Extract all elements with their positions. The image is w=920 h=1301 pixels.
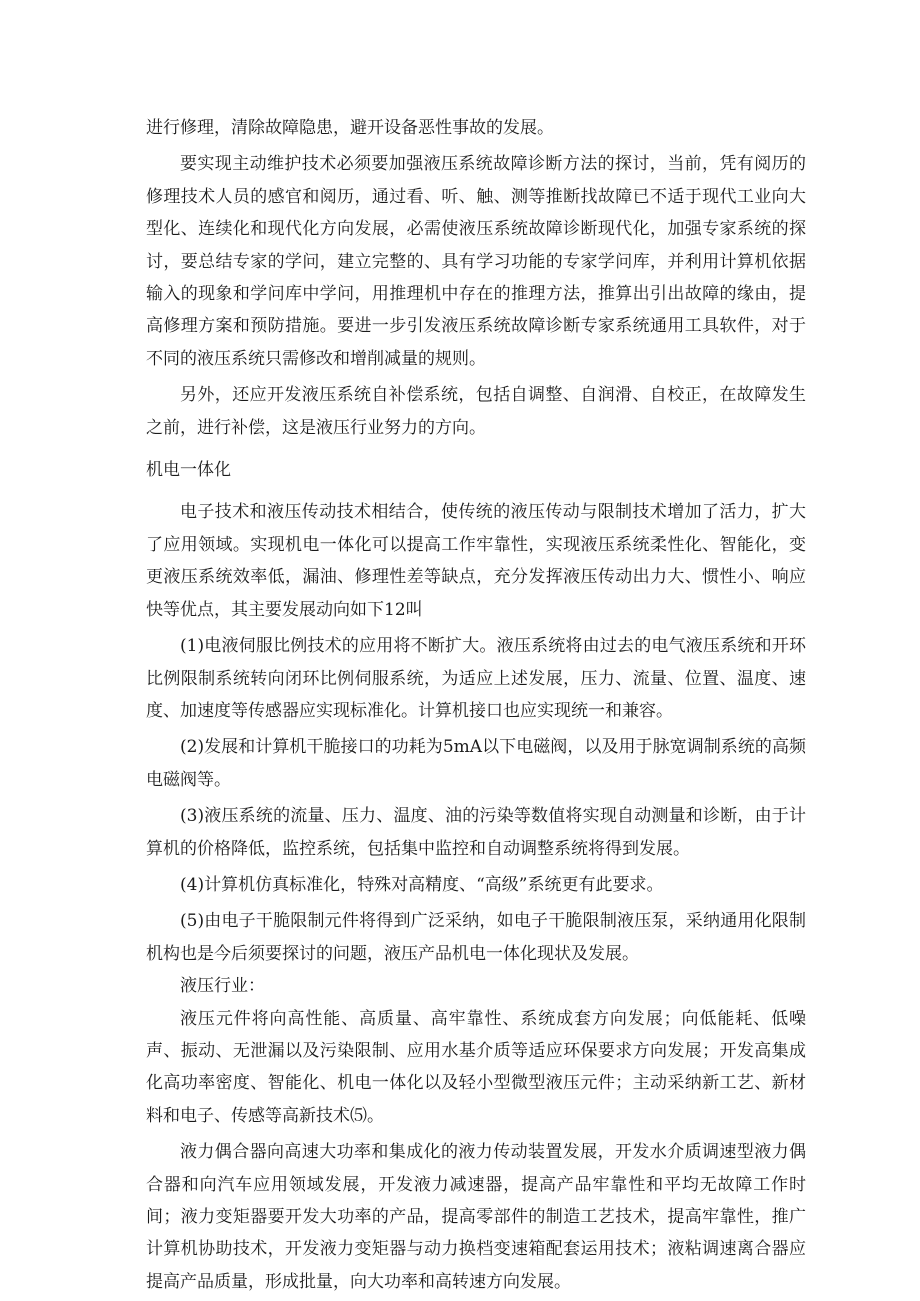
document-body (146, 112, 806, 1298)
paragraph-9: (5)由电子干脆限制元件将得到广泛采纳，如电子干脆限制液压泵，采纳通用化限制机构也是今后须要探讨的问题，液压产品机电一体化现状及发展。 (146, 911, 806, 964)
paragraph-11: 液压元件将向高性能、高质量、高牢靠性、系统成套方向发展；向低能耗、低噪声、振动、无泄漏以及污染限制、应用水基介质等适应环保要求方向发展；开发高集成化高功率密度、智能化、机电一体化以及轻小型微型液压元件；主动采纳新工艺、新材料和电子、传感等高新技术⑸。 (146, 1008, 806, 1126)
paragraph-3: 另外，还应开发液压系统自补偿系统，包括自调整、自润滑、自校正，在故障发生之前，进行补偿，这是液压行业努力的方向。 (146, 385, 806, 438)
paragraph-1: 进行修理，清除故障隐患，避开设备恶性事故的发展。 (146, 118, 554, 138)
paragraph-5: (1)电液伺服比例技术的应用将不断扩大。液压系统将由过去的电气液压系统和开环比例限制系统转向闭环比例伺服系统，为适应上述发展，压力、流量、位置、温度、速度、加速度等传感器应实现标准化。计算机接口也应实现统一和兼容。 (146, 636, 806, 721)
paragraph-4: 电子技术和液压传动技术相结合，使传统的液压传动与限制技术增加了活力，扩大了应用领域。实现机电一体化可以提高工作牢靠性，实现液压系统柔性化、智能化，变更液压系统效率低，漏油、修理性差等缺点，充分发挥液压传动出力大、惯性小、响应快等优点，其主要发展动向如下12叫 (146, 502, 806, 620)
paragraph-10: 液压行业： (180, 976, 265, 997)
paragraph-7: (3)液压系统的流量、压力、温度、油的污染等数值将实现自动测量和诊断，由于计算机的价格降低，监控系统，包括集中监控和自动调整系统将得到发展。 (146, 806, 806, 859)
section-heading: 机电一体化 (146, 460, 231, 481)
paragraph-12: 液力偶合器向高速大功率和集成化的液力传动装置发展，开发水介质调速型液力偶合器和向汽车应用领域发展，开发液力减速器，提高产品牢靠性和平均无故障工作时间；液力变矩器要开发大功率的产品，提高零部件的制造工艺技术，提高牢靠性，推广计算机协助技术，开发液力变矩器与动力换档变速箱配套运用技术；液粘调速离合器应提高产品质量，形成批量，向大功率和高转速方向发展。 (146, 1142, 806, 1292)
paragraph-2: 要实现主动维护技术必须要加强液压系统故障诊断方法的探讨，当前，凭有阅历的修理技术人员的感官和阅历，通过看、听、触、测等推断找故障已不适于现代工业向大型化、连续化和现代化方向发展，必需使液压系统故障诊断现代化，加强专家系统的探讨，要总结专家的学问，建立完整的、具有学习功能的专家学问库，并利用计算机依据输入的现象和学问库中学问，用推理机中存在的推理方法，推算出引出故障的缘由，提高修理方案和预防措施。要进一步引发液压系统故障诊断专家系统通用工具软件，对于不同的液压系统只需修改和增削减量的规则。 (146, 154, 806, 369)
paragraph-6: (2)发展和计算机干脆接口的功耗为5mA以下电磁阀，以及用于脉宽调制系统的高频电磁阀等。 (146, 737, 806, 790)
paragraph-8: (4)计算机仿真标准化，特殊对高精度、“高级”系统更有此要求。 (180, 874, 664, 895)
